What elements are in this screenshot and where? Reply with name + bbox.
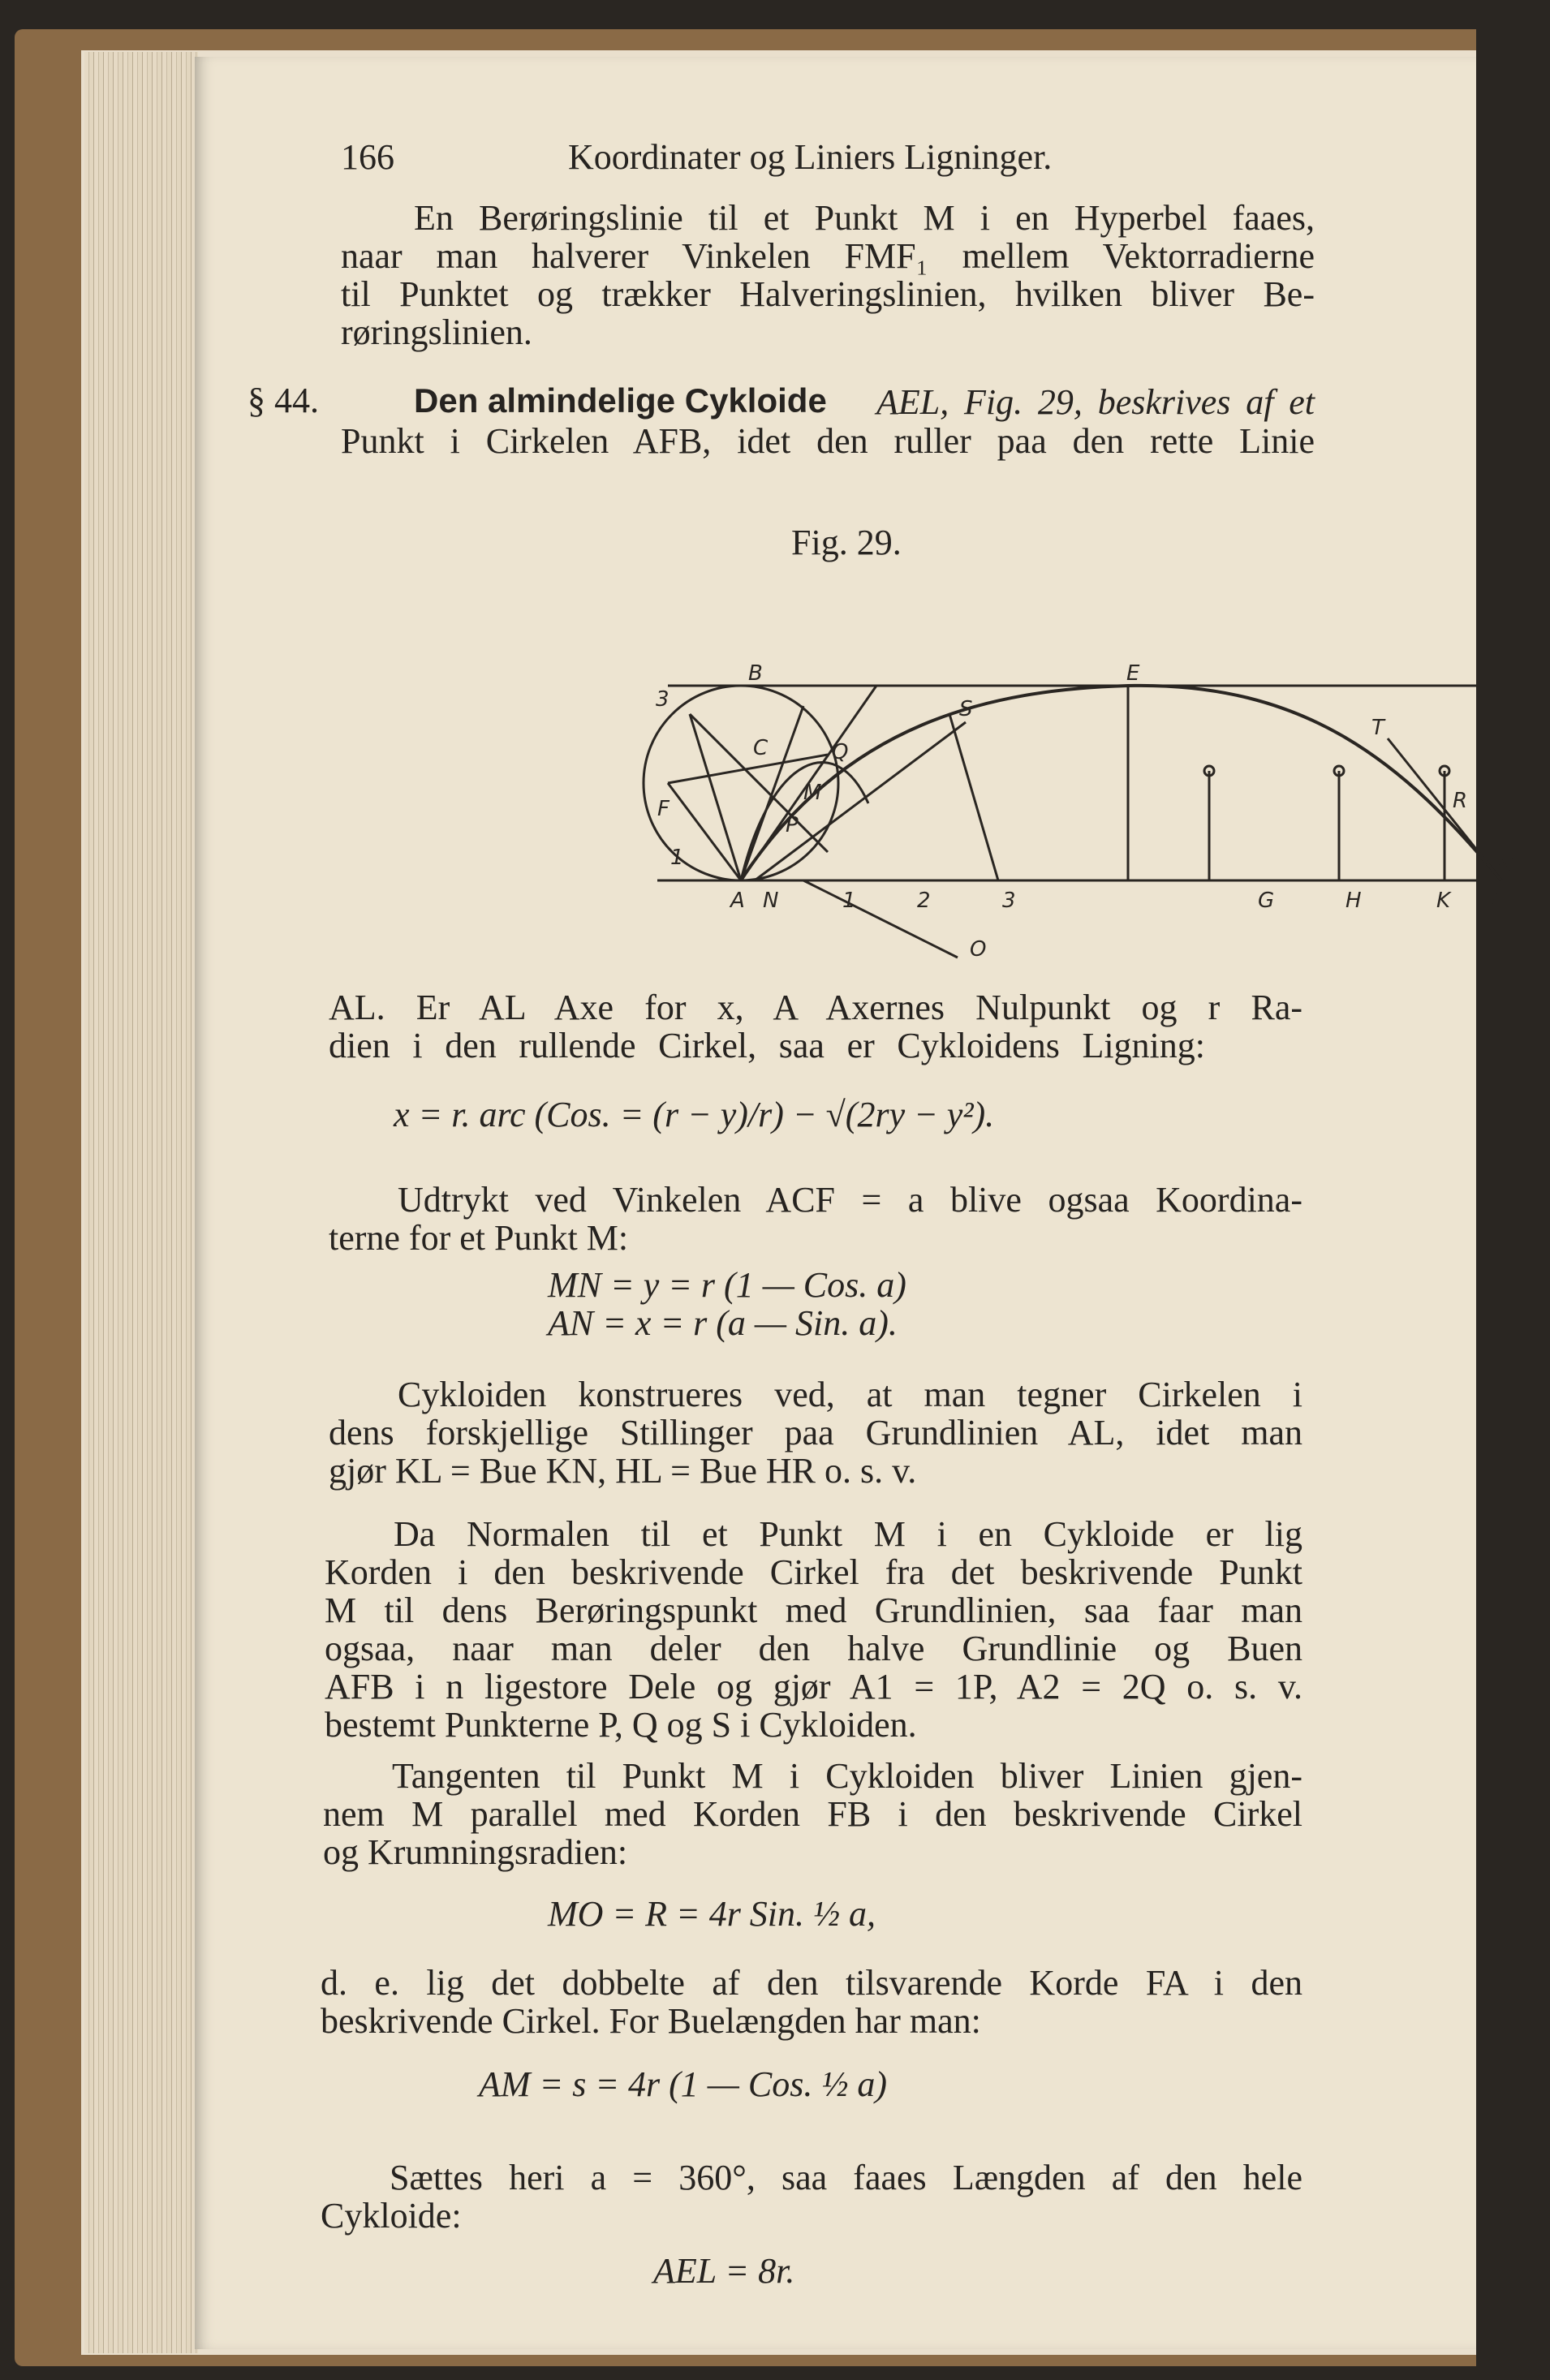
text-line: M til dens Berøringspunkt med Grundlinien, saa faar man <box>325 1590 1302 1630</box>
text-line: Korden i den beskrivende Cirkel fra det beskrivende Punkt <box>325 1552 1302 1592</box>
equation: AN = x = r (a — Sin. a). <box>548 1303 898 1343</box>
figure-label: G <box>1258 889 1275 913</box>
text-line: beskrivende Cirkel. For Buelængden har man: <box>321 2001 981 2041</box>
text-line: AL. Er AL Axe for x, A Axernes Nulpunkt og r Ra- <box>329 988 1302 1027</box>
section-number: § 44. <box>248 381 319 420</box>
text-line: Cykloiden konstrueres ved, at man tegner Cirkelen i <box>398 1375 1302 1414</box>
chord-line <box>668 755 828 783</box>
figure-label: N <box>1497 854 1513 878</box>
figure-label: B <box>748 661 763 686</box>
running-title: Koordinater og Liniers Ligninger. <box>568 137 1053 177</box>
text-line: og Krumningsradien: <box>323 1832 628 1872</box>
book-page <box>195 57 1513 2349</box>
text-line: røringslinien. <box>341 312 532 352</box>
page-number: 166 <box>341 137 394 177</box>
text-line: ogsaa, naar man deler den halve Grundlinie og Buen <box>325 1629 1302 1668</box>
figure-label: E <box>1126 661 1140 686</box>
figure-label: 3 <box>656 687 670 712</box>
equation: AEL = 8r. <box>653 2251 795 2291</box>
page-edges <box>84 52 198 2353</box>
text-line: naar man halverer Vinkelen FMF₁ mellem Vektorradierne <box>341 236 1315 276</box>
normal-line <box>803 880 958 958</box>
figure-label: T <box>1371 716 1384 740</box>
figure-label: P <box>786 813 799 837</box>
figure-label: A <box>730 889 745 913</box>
figure-label: N <box>763 889 779 913</box>
figure-label: 1 <box>670 846 684 870</box>
figure-label: R <box>1453 789 1468 813</box>
equation: AM = s = 4r (1 — Cos. ½ a) <box>479 2064 888 2104</box>
figure-label: L <box>1492 889 1504 913</box>
text-line: Da Normalen til et Punkt M i en Cykloide er lig <box>394 1514 1302 1554</box>
text-line: En Berøringslinie til et Punkt M i en Hyperbel faaes, <box>414 198 1315 238</box>
figure-label: 3 <box>1002 889 1016 913</box>
section-title: Den almindelige Cykloide <box>414 381 827 420</box>
equation: MO = R = 4r Sin. ½ a, <box>548 1894 876 1934</box>
figure-label: M <box>803 781 822 805</box>
text-line: til Punktet og trækker Halveringslinien, hvilken bliver Be- <box>341 274 1315 314</box>
figure-label: S <box>959 697 973 721</box>
chord-line <box>741 706 803 880</box>
text-line: Sættes heri a = 360°, saa faaes Længden af den hele <box>390 2158 1302 2197</box>
text-line: Punkt i Cirkelen AFB, idet den ruller paa den rette Linie <box>341 421 1315 461</box>
figure-label: H <box>1345 889 1362 913</box>
chord-line <box>949 714 998 880</box>
text-line: Udtrykt ved Vinkelen ACF = a blive ogsaa Koordina- <box>398 1180 1302 1220</box>
text-line: dien i den rullende Cirkel, saa er Cykloidens Ligning: <box>329 1026 1205 1065</box>
tangent-line <box>755 722 966 880</box>
text-line: AFB i n ligestore Dele og gjør A1 = 1P, A2 = 2Q o. s. v. <box>325 1667 1302 1706</box>
text-line: dens forskjellige Stillinger paa Grundlinien AL, idet man <box>329 1413 1302 1453</box>
text-line: d. e. lig det dobbelte af den tilsvarende Korde FA i den <box>321 1963 1302 2003</box>
figure-label: 1 <box>842 889 856 913</box>
text-line: bestemt Punkterne P, Q og S i Cykloiden. <box>325 1705 917 1745</box>
figure-label: O <box>970 937 987 962</box>
figure-label: Q <box>832 740 849 764</box>
figure-caption: Fig. 29. <box>791 523 902 562</box>
text-line: terne for et Punkt M: <box>329 1218 629 1258</box>
figure-label: K <box>1436 889 1451 913</box>
figure-label: C <box>753 736 769 760</box>
figure-label: F <box>657 797 670 821</box>
equation: x = r. arc (Cos. = (r − y)/r) − √(2ry − y²). <box>394 1095 995 1134</box>
text-line: gjør KL = Bue KN, HL = Bue HR o. s. v. <box>329 1451 917 1491</box>
text-line: nem M parallel med Korden FB i den beskrivende Cirkel <box>323 1794 1302 1834</box>
text-line: AEL, Fig. 29, beskrives af et <box>876 382 1315 422</box>
text-line: Cykloide: <box>321 2196 462 2236</box>
cycloid-figure <box>641 625 1550 966</box>
text-line: Tangenten til Punkt M i Cykloiden bliver Linien gjen- <box>392 1756 1302 1796</box>
equation: MN = y = r (1 — Cos. a) <box>548 1265 906 1305</box>
figure-label: 2 <box>917 889 931 913</box>
